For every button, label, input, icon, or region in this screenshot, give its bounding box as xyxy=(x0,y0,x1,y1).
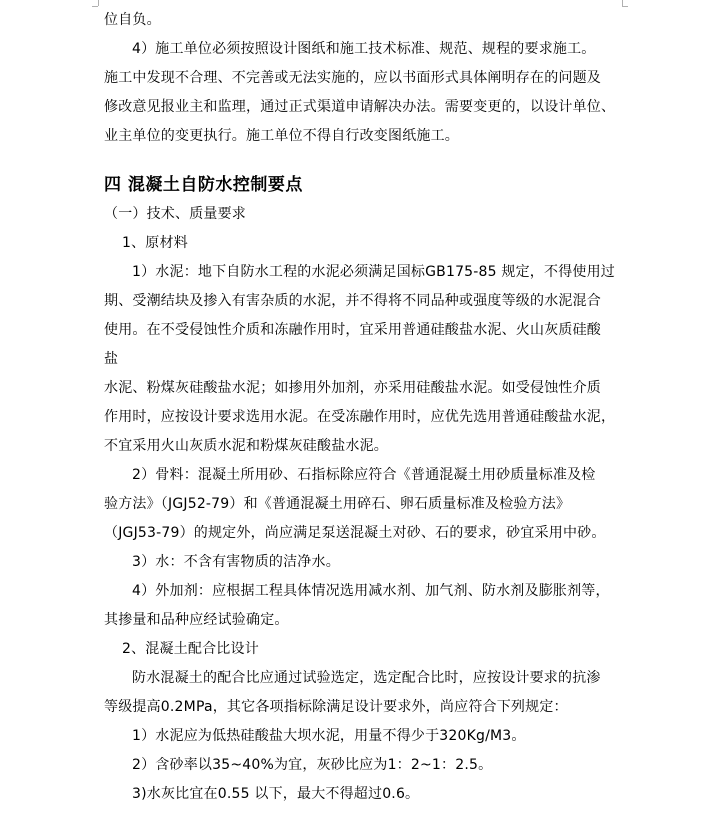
paragraph-line: 4）外加剂：应根据工程具体情况选用减水剂、加气剂、防水剂及膨胀剂等， xyxy=(132,583,610,599)
rule-line: 3)水灰比宜在0.55 以下，最大不得超过0.6。 xyxy=(132,786,420,802)
paragraph-line: 期、受潮结块及掺入有害杂质的水泥，并不得将不同品种或强度等级的水泥混合 xyxy=(104,293,601,309)
paragraph-line: 等级提高0.2MPa，其它各项指标除满足设计要求外，尚应符合下列规定： xyxy=(104,699,568,715)
left-margin-corner-mark-h xyxy=(92,6,98,7)
paragraph-line: 盐 xyxy=(104,351,119,367)
rule-line: 2）含砂率以35~40%为宜，灰砂比应为1：2~1：2.5。 xyxy=(132,757,493,773)
paragraph-line: 其掺量和品种应经试验确定。 xyxy=(104,612,289,628)
paragraph-line: 不宜采用火山灰质水泥和粉煤灰硅酸盐水泥。 xyxy=(104,438,388,454)
paragraph-line: 4）施工单位必须按照设计图纸和施工技术标准、规范、规程的要求施工。 xyxy=(132,41,596,57)
paragraph-line: 使用。在不受侵蚀性介质和冻融作用时，宜采用普通硅酸盐水泥、火山灰质硅酸 xyxy=(104,322,601,338)
paragraph-line: 水泥、粉煤灰硅酸盐水泥；如掺用外加剂，亦采用硅酸盐水泥。如受侵蚀性介质 xyxy=(104,380,601,396)
paragraph-line: 业主单位的变更执行。施工单位不得自行改变图纸施工。 xyxy=(104,128,459,144)
paragraph-line: 修改意见报业主和监理，通过正式渠道申请解决办法。需要变更的，以设计单位、 xyxy=(104,99,616,115)
paragraph-line: 验方法》（JGJ52-79）和《普通混凝土用碎石、卵石质量标准及检验方法》 xyxy=(104,496,571,512)
rule-line: 1）水泥应为低热硅酸盐大坝水泥，用量不得少于320Kg/M3。 xyxy=(132,728,526,744)
paragraph-line: 施工中发现不合理、不完善或无法实施的，应以书面形式具体阐明存在的问题及 xyxy=(104,70,601,86)
item-title: 1、原材料 xyxy=(122,235,188,251)
paragraph-line: 位自负。 xyxy=(104,12,161,28)
paragraph-line: 2）骨料：混凝土所用砂、石指标除应符合《普通混凝土用砂质量标准及检 xyxy=(132,467,596,483)
paragraph-line: 3）水：不含有害物质的洁净水。 xyxy=(132,554,340,570)
item-title: 2、混凝土配合比设计 xyxy=(122,641,259,657)
paragraph-line: 防水混凝土的配合比应通过试验选定，选定配合比时，应按设计要求的抗渗 xyxy=(132,670,601,686)
paragraph-line: 1）水泥：地下自防水工程的水泥必须满足国标GB175-85 规定，不得使用过 xyxy=(132,264,615,280)
left-margin-corner-mark xyxy=(98,0,99,6)
section-heading: 四 混凝土自防水控制要点 xyxy=(104,175,303,195)
subsection-title: （一）技术、质量要求 xyxy=(104,206,246,222)
paragraph-line: （JGJ53-79）的规定外，尚应满足泵送混凝土对砂、石的要求，砂宜采用中砂。 xyxy=(104,525,606,541)
paragraph-line: 作用时，应按设计要求选用水泥。在受冻融作用时，应优先选用普通硅酸盐水泥， xyxy=(104,409,616,425)
document-body xyxy=(104,6,624,809)
